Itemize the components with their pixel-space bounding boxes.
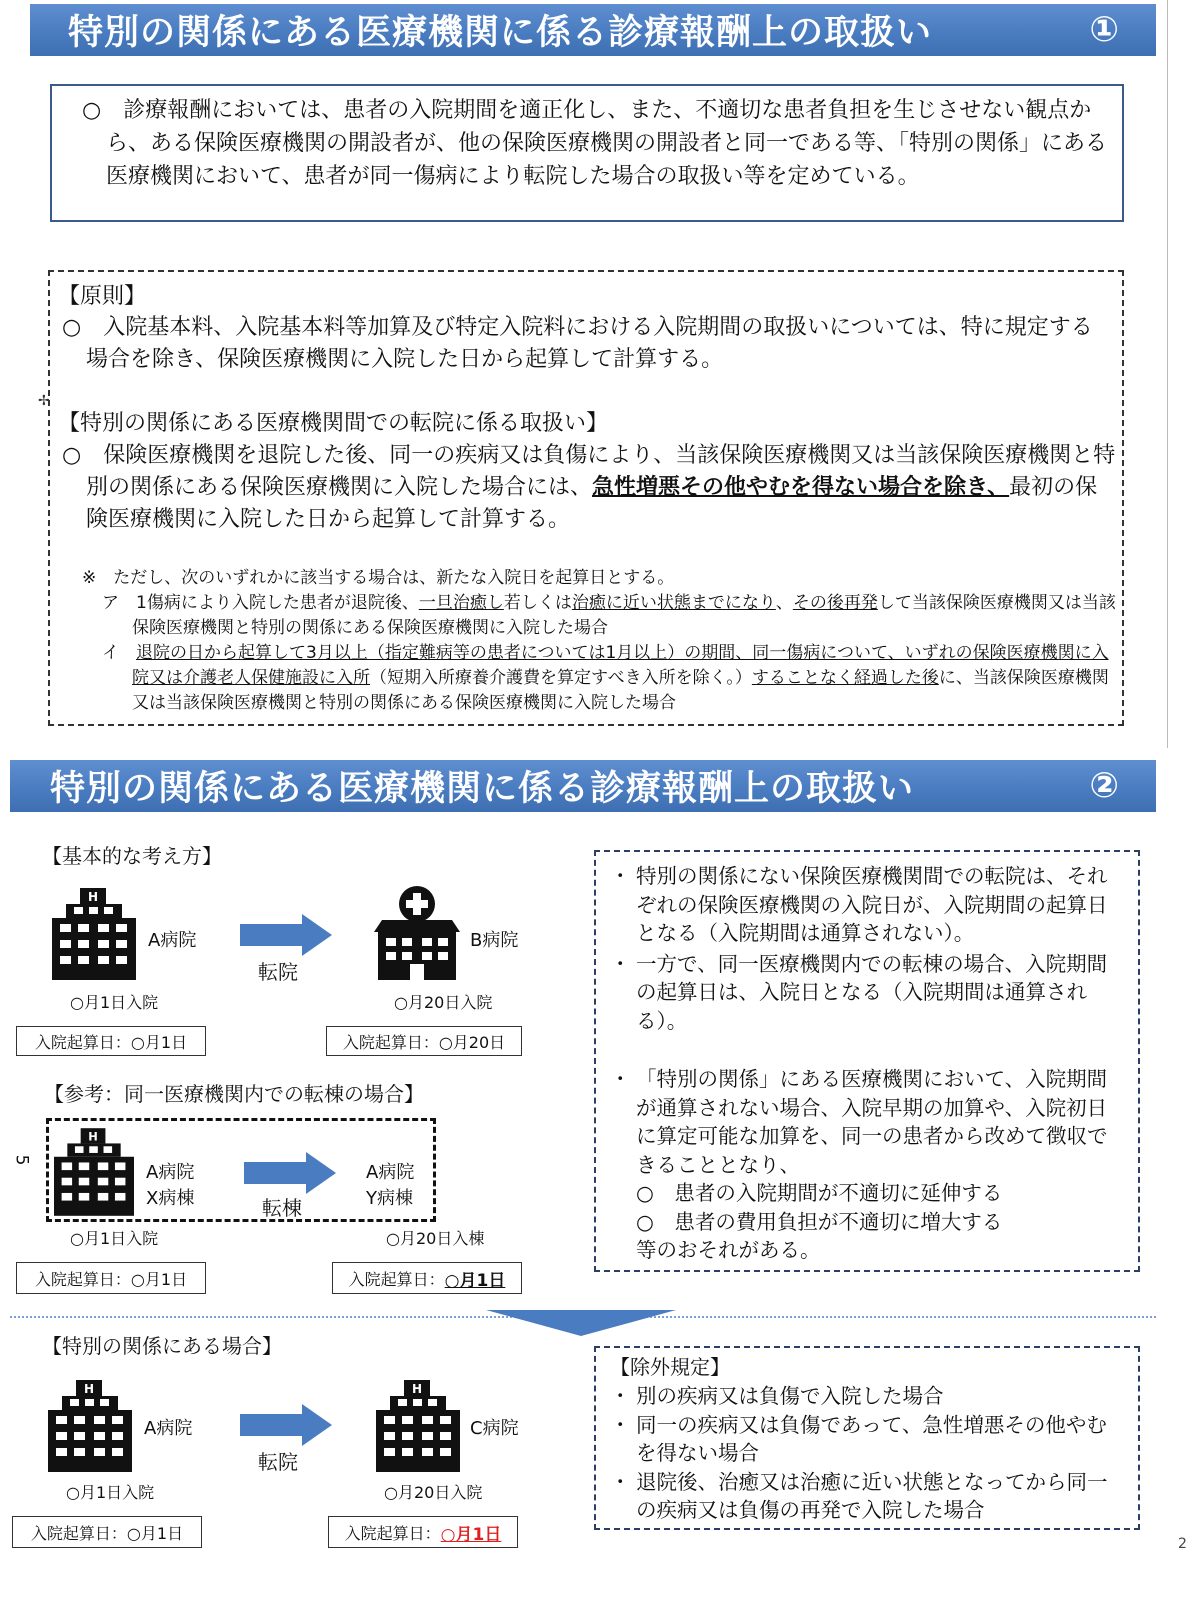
slide-1-title-bar (30, 4, 1156, 56)
svg-text:H: H (83, 1382, 95, 1396)
special-start-c-prefix: 入院起算日： (344, 1523, 441, 1543)
hospital-b-icon (374, 886, 460, 980)
special-transfer-arrow-icon (240, 1404, 332, 1446)
exclusion-item-2 (610, 1411, 1126, 1468)
ref-date-x: ○月1日入院 (70, 1229, 159, 1248)
slide-2-number: ② (1089, 766, 1120, 806)
transfer-arrow-icon (240, 914, 332, 956)
reference-header: 【参考：同一医療機関内での転棟の場合】 (44, 1082, 424, 1106)
side-mark: 5 (11, 1154, 32, 1166)
basic-header: 【基本的な考え方】 (42, 844, 222, 868)
exclusion-item-3 (610, 1468, 1126, 1525)
basic-date-b: ○月20日入院 (394, 993, 493, 1012)
special-start-c-value: ○月1日 (440, 1524, 502, 1545)
note-a-u2: 治癒に近い状態までになり (571, 593, 776, 613)
ward-y-label (366, 1160, 414, 1212)
special-start-a: 入院起算日：○月1日 (12, 1516, 202, 1548)
cursor-mark-icon: ✢ (38, 393, 50, 409)
hospital-a-icon (52, 888, 136, 980)
basic-start-b: 入院起算日：○月20日 (326, 1026, 522, 1056)
basic-date-a: ○月1日入院 (70, 993, 159, 1012)
ex-bullet-1: ・ (610, 1384, 631, 1408)
special-section-header: 【特別の関係にある場合】 (42, 1334, 282, 1358)
page-mark: 2 (1178, 1536, 1187, 1552)
slide-1-title: 特別の関係にある医療機関に係る診療報酬上の取扱い (68, 13, 933, 53)
hospital-x-icon (54, 1128, 134, 1216)
ward-x-hospital: A病院 (146, 1162, 195, 1183)
hospital-c-label: C病院 (470, 1418, 519, 1439)
exclusion-text-2: 同一の疾病又は負傷であって、急性増悪その他やむを得ない場合 (636, 1412, 1107, 1465)
special-header: 【特別の関係にある医療機関間での転院に係る取扱い】 (58, 411, 609, 436)
ward-y-hospital: A病院 (366, 1162, 415, 1183)
basic-start-a: 入院起算日：○月1日 (16, 1026, 206, 1056)
explanation-item-3 (610, 1065, 1126, 1179)
special-start-c (328, 1516, 518, 1548)
ref-start-y-prefix: 入院起算日： (348, 1269, 445, 1289)
concern-1: ○ 患者の入院期間が不適切に延伸する (636, 1181, 1003, 1205)
note-a (92, 591, 1118, 641)
hospital-a-label: A病院 (148, 930, 197, 951)
hospital-a2-icon (48, 1380, 132, 1472)
exclusion-text-3: 退院後、治癒又は治癒に近い状態となってから同一の疾病又は負傷の再発で入院した場合 (636, 1469, 1108, 1522)
note-i-u2: することなく経過した後 (751, 668, 939, 688)
bullet-2: ・ (610, 951, 631, 976)
explanation-text-3: 「特別の関係」にある医療機関において、入院期間が通算されない場合、入院早期の加算や、入院初日に算定可能な加算を、同一の患者から改めて徴収できることとなり、 (636, 1067, 1108, 1177)
special-text (62, 440, 1118, 536)
special-date-c: ○月20日入院 (384, 1483, 483, 1502)
note-i (92, 641, 1118, 716)
ref-start-x: 入院起算日：○月1日 (16, 1262, 206, 1294)
slide-1-number: ① (1089, 10, 1120, 50)
exclusion-item-1 (610, 1382, 1126, 1411)
hospital-a2-label: A病院 (144, 1418, 193, 1439)
ward-x-ward: X病棟 (146, 1188, 195, 1209)
special-text-emphasis: 急性増悪その他やむを得ない場合を除き、 (592, 475, 1010, 500)
bullet-1: ・ (610, 864, 631, 888)
special-date-a: ○月1日入院 (66, 1483, 155, 1502)
svg-text:H: H (87, 890, 99, 904)
intro-text: ○ 診療報酬においては、患者の入院期間を適正化し、また、不適切な患者負担を生じさせない観点から、ある保険医療機関の開設者が、他の保険医療機関の開設者と同一である等、「特別の関係」にある医療機関において、患者が同一傷病により転院した場合の取扱い等を定めている。 (82, 98, 1108, 189)
ref-start-y (332, 1262, 522, 1294)
note-i-1: イ (102, 643, 136, 663)
concern-tail: 等のおそれがある。 (636, 1238, 821, 1262)
note-a-2: 若しくは (503, 593, 572, 613)
explanation-item-1 (610, 862, 1126, 948)
ward-x-label (146, 1160, 194, 1212)
hospital-c-icon (376, 1380, 460, 1472)
intro-box (50, 84, 1124, 222)
special-text-a: ○ 保険医療機関を退院した後、同一の疾病又は負傷により、当該保険医療機関又は当該保険医療機関と特別の関係にある保険医療機関に入院した場合には、 (62, 443, 1116, 500)
note-intro: ※ ただし、次のいずれかに該当する場合は、新たな入院日を起算日とする。 (82, 568, 675, 588)
bullet-3: ・ (610, 1067, 631, 1091)
exclusion-box (594, 1346, 1140, 1530)
svg-text:H: H (411, 1382, 423, 1396)
ex-bullet-2: ・ (610, 1412, 631, 1437)
note-a-u3: その後再発 (792, 593, 878, 613)
down-arrow-icon (486, 1308, 676, 1338)
hospital-b-label: B病院 (470, 930, 519, 951)
concern-2: ○ 患者の費用負担が不適切に増大する (636, 1209, 1003, 1234)
explanation-item-2 (610, 950, 1126, 1036)
note-i-3: に、当該保険医療機関又は当該保険医療機関と特別の関係にある保険医療機関に入院した場合 (132, 668, 1109, 713)
principle-header: 【原則】 (58, 284, 147, 309)
note-a-3: 、 (775, 593, 793, 613)
explanation-box (594, 850, 1140, 1272)
ward-transfer-label: 転棟 (262, 1196, 302, 1220)
ex-bullet-3: ・ (610, 1469, 631, 1494)
note-i-u1: 退院の日から起算して3月以上（指定難病等の患者については1月以上）の期間、同一傷病について、いずれの保険医療機関に入院又は介護老人保健施設に入所 (132, 643, 1109, 688)
ref-start-y-value: ○月1日 (444, 1270, 506, 1291)
explanation-text-1: 特別の関係にない保険医療機関間での転院は、それぞれの保険医療機関の入院日が、入院期間の起算日となる（入院期間は通算されない）。 (636, 864, 1108, 945)
transfer-label: 転院 (258, 960, 298, 984)
note-a-u1: 一旦治癒し (418, 593, 504, 613)
special-transfer-label: 転院 (258, 1450, 298, 1474)
slide-2-title-bar (10, 760, 1156, 812)
ward-y-ward: Y病棟 (366, 1188, 413, 1209)
ward-transfer-arrow-icon (244, 1152, 336, 1194)
svg-text:H: H (88, 1129, 98, 1144)
note-i-2: （短期入所療養介護費を算定すべき入所を除く。） (370, 668, 752, 688)
special-text-b: 最初の保険医療機関に入院した日から起算して計算する。 (86, 475, 1098, 532)
exclusion-header: 【除外規定】 (610, 1355, 730, 1379)
note-a-1: ア 1傷病により入院した患者が退院後、 (102, 593, 419, 613)
slide-2-title: 特別の関係にある医療機関に係る診療報酬上の取扱い (50, 769, 915, 809)
explanation-text-2: 一方で、同一医療機関内での転棟の場合、入院期間の起算日は、入院日となる（入院期間は通算される）。 (636, 951, 1108, 1033)
note-a-4: して当該保険医療機関又は当該保険医療機関と特別の関係にある保険医療機関に入院した場合 (132, 593, 1116, 638)
principle-text: ○ 入院基本料、入院基本料等加算及び特定入院料における入院期間の取扱いについては、特に規定する場合を除き、保険医療機関に入院した日から起算して計算する。 (62, 315, 1093, 372)
exclusion-text-1: 別の疾病又は負傷で入院した場合 (636, 1384, 944, 1408)
ref-date-y: ○月20日入棟 (386, 1229, 485, 1248)
